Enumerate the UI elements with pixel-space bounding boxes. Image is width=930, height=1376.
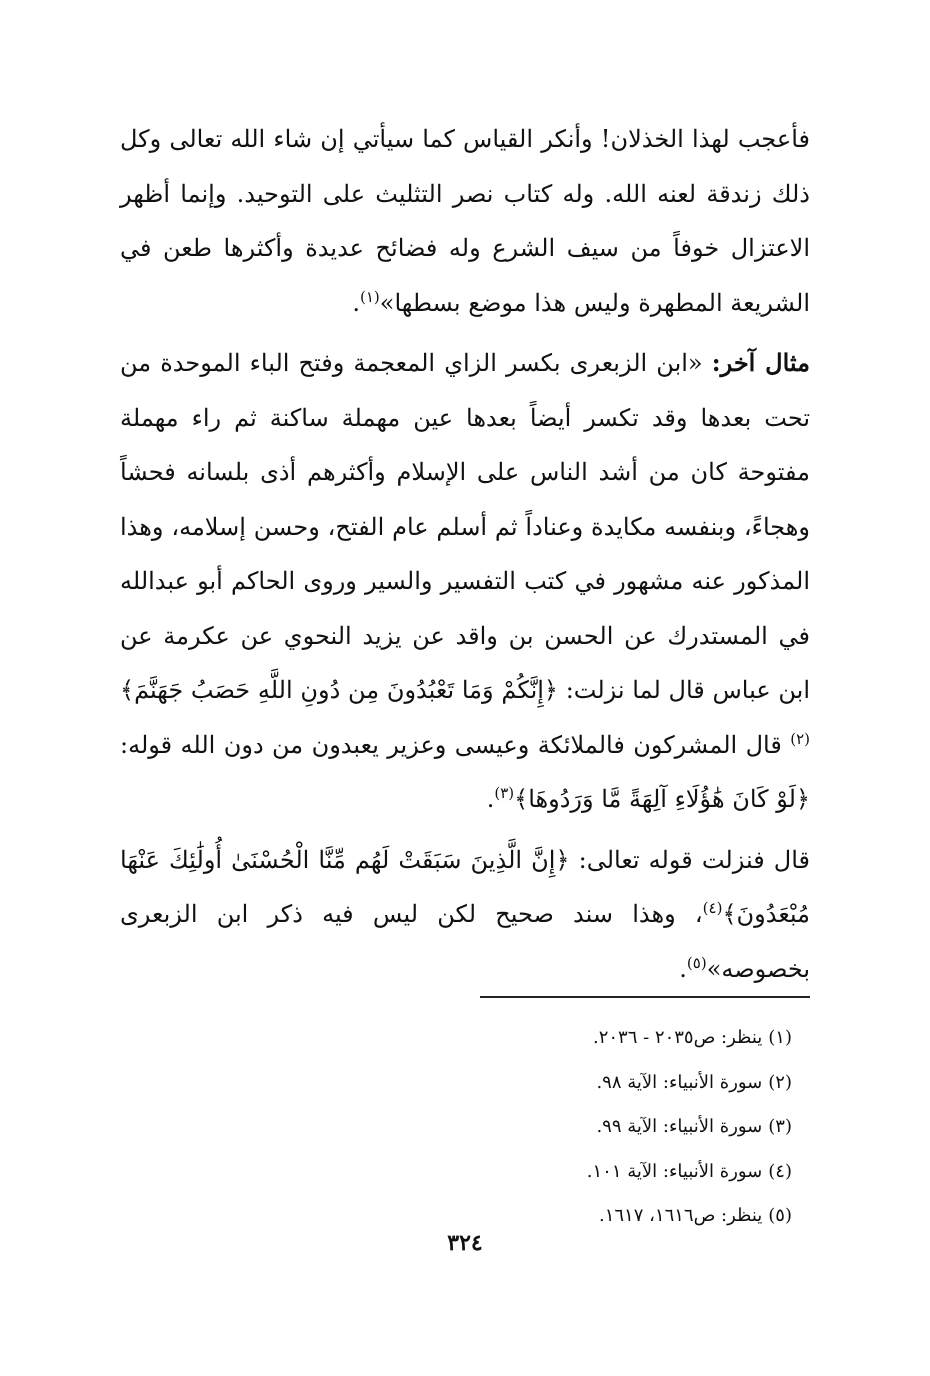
footnote-text: سورة الأنبياء: الآية ٩٩. (596, 1116, 763, 1137)
footnote-text: سورة الأنبياء: الآية ٩٨. (596, 1071, 763, 1093)
main-text (120, 112, 810, 996)
footnote-number: (١) (768, 1027, 792, 1048)
footnote-item (152, 1016, 792, 1061)
paragraph-2 (120, 336, 810, 827)
footnote-number: (٢) (768, 1071, 792, 1093)
paragraph-text: فأعجب لهذا الخذلان! وأنكر القياس كما سيأتي إن شاء الله تعالى وكل ذلك زندقة لعنه الله. وله كتاب نصر التثليث على التوحيد. وإنما أظهر الاعتزال خوفاً من سيف الشرع وله فضائح عديدة وأكثرها طعن في الشريعة المطهرة وليس هذا موضع بسطها» (120, 125, 810, 317)
paragraph-tail: . (352, 288, 360, 317)
footnote-ref-1: (١) (359, 287, 380, 306)
footnote-item (152, 1061, 792, 1106)
paragraph-lead: مثال آخر: (711, 348, 811, 377)
footnotes-list (152, 1016, 792, 1239)
footnote-number: (٤) (768, 1160, 792, 1182)
paragraph-text: «ابن الزبعرى بكسر الزاي المعجمة وفتح الباء الموحدة من تحت بعدها وقد تكسر أيضاً بعدها عين مهملة ساكنة ثم راء مهملة مفتوحة كان من أشد الناس على الإسلام وأكثرهم أذى بلسانه فحشاً وهجاءً، وبنفسه مكايدة وعناداً ثم أسلم عام الفتح، وحسن إسلامه، وهذا المذكور عنه مشهور في كتب التفسير والسير وروى الحاكم أبو عبدالله في المستدرك عن الحسن بن واقد عن يزيد النحوي عن عكرمة عن ابن عباس قال لما نزلت: ﴿إِنَّكُمْ وَمَا تَعْبُدُونَ مِن دُونِ اللَّهِ حَصَبُ جَهَنَّمَ﴾ (120, 349, 810, 704)
paragraph-tail-2: . (679, 954, 687, 983)
footnote-divider (480, 996, 810, 998)
footnote-ref-4: (٤) (702, 899, 723, 917)
paragraph-tail: ، وهذا سند صحيح لكن ليس فيه ذكر ابن الزبعرى بخصوصه» (120, 900, 810, 983)
footnote-ref-5: (٥) (686, 953, 707, 972)
footnote-item (152, 1150, 792, 1195)
paragraph-3 (120, 833, 810, 997)
footnote-number: (٥) (768, 1205, 792, 1226)
footnote-number: (٣) (768, 1116, 792, 1137)
paragraph-tail-2: . (486, 785, 495, 813)
paragraph-text: قال فنزلت قوله تعالى: ﴿إِنَّ الَّذِينَ سَبَقَتْ لَهُم مِّنَّا الْحُسْنَىٰ أُولَٰئِكَ عَنْهَا مُبْعَدُونَ﴾ (120, 845, 810, 928)
page-number: ٣٢٤ (447, 1230, 483, 1256)
footnote-ref-3: (٣) (494, 784, 515, 802)
footnote-ref-2: (٢) (790, 729, 810, 748)
footnote-item (152, 1105, 792, 1150)
paragraph-1 (120, 112, 810, 330)
footnote-text: سورة الأنبياء: الآية ١٠١. (586, 1160, 763, 1182)
paragraph-tail: قال المشركون فالملائكة وعيسى وعزير يعبدون من دون الله قوله: ﴿لَوْ كَانَ هَٰؤُلَاءِ آلِهَةً مَّا وَرَدُوهَا﴾ (120, 730, 810, 813)
footnote-text: ينظر: ص٢٠٣٥ - ٢٠٣٦. (592, 1027, 763, 1048)
footnote-text: ينظر: ص١٦١٦، ١٦١٧. (598, 1205, 763, 1226)
